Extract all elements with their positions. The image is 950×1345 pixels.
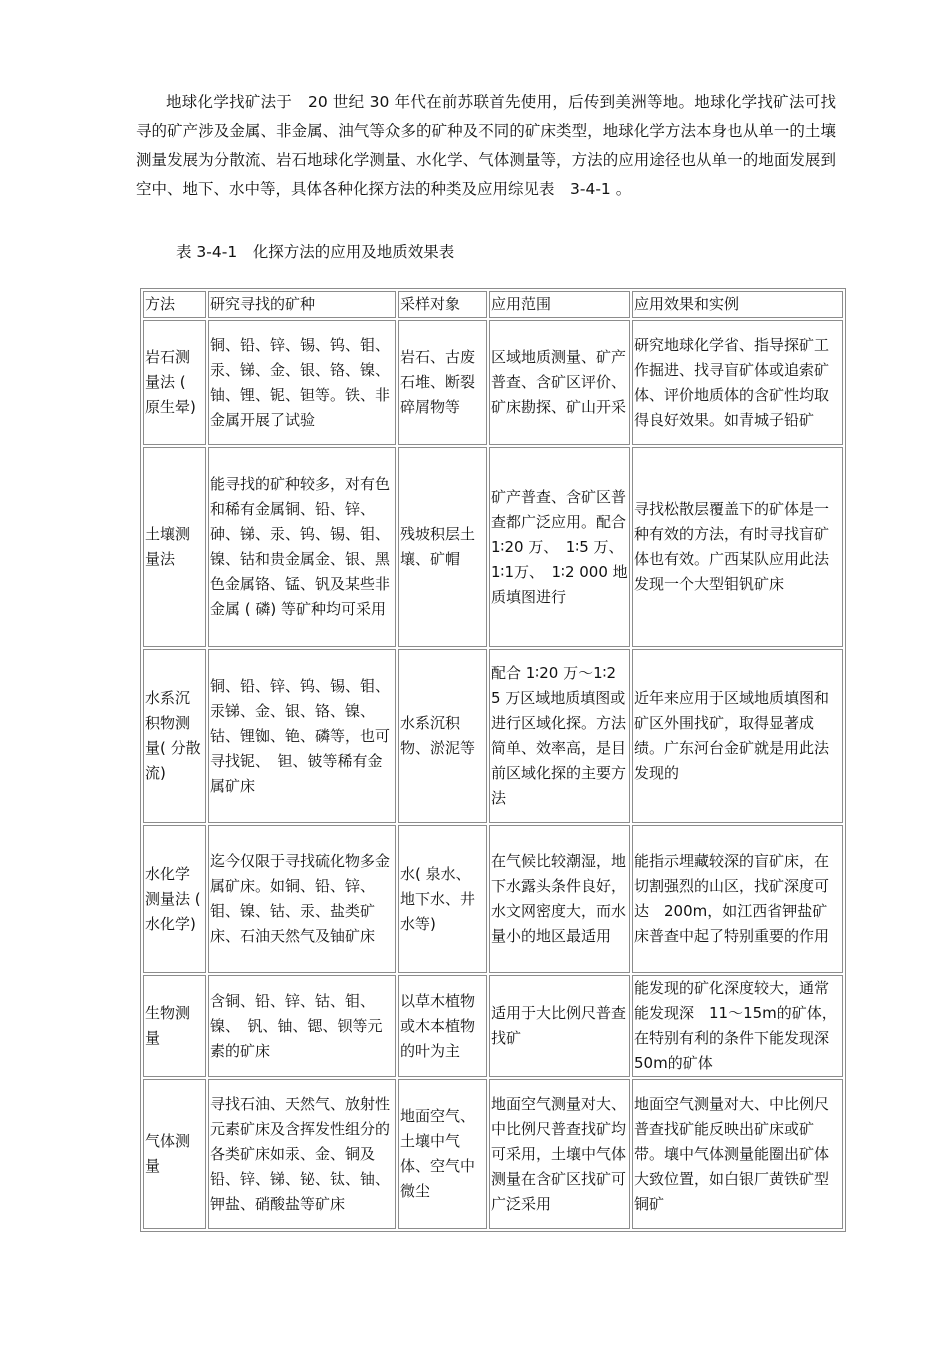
cell-minerals: 铜、铅、锌、钨、锡、钼、汞锑、金、银、铬、镍、钴、锂铷、铯、磷等，也可寻找铌、 钽、铍等稀有金属矿床 (208, 649, 396, 823)
cell-scope: 配合 1∶20 万～1∶2 5 万区域地质填图或进行区域化探。方法简单、效率高，是目前区域化探的主要方法 (489, 649, 630, 823)
cell-minerals: 能寻找的矿种较多，对有色和稀有金属铜、铅、锌、砷、锑、汞、钨、锡、钼、镍、钴和贵金属金、银、黑色金属铬、锰、钒及某些非金属 ( 磷) 等矿种均可采用 (208, 447, 396, 647)
cell-method: 生物测量 (143, 975, 206, 1077)
cell-effect: 地面空气测量对大、中比例尺普查找矿能反映出矿床或矿带。壤中气体测量能圈出矿体大致位置，如白银厂黄铁矿型铜矿 (632, 1079, 843, 1229)
cell-minerals: 迄今仅限于寻找硫化物多金属矿床。如铜、铅、锌、钼、镍、钴、汞、盐类矿床、石油天然气及铀矿床 (208, 825, 396, 973)
table-row (143, 1079, 843, 1229)
header-minerals: 研究寻找的矿种 (208, 291, 396, 318)
cell-effect: 寻找松散层覆盖下的矿体是一种有效的方法，有时寻找盲矿体也有效。广西某队应用此法发现一个大型钼钒矿床 (632, 447, 843, 647)
cell-method: 水系沉积物测量( 分散流) (143, 649, 206, 823)
table-row (143, 649, 843, 823)
cell-scope: 适用于大比例尺普查找矿 (489, 975, 630, 1077)
cell-sample: 以草木植物或木本植物的叶为主 (398, 975, 487, 1077)
cell-minerals: 含铜、铅、锌、钴、钼、镍、 钒、铀、锶、钡等元素的矿床 (208, 975, 396, 1077)
cell-minerals: 铜、铅、锌、锡、钨、钼、汞、锑、金、银、铬、镍、铀、锂、铌、钽等。铁、非金属开展了试验 (208, 320, 396, 445)
cell-minerals: 寻找石油、天然气、放射性元素矿床及含挥发性组分的各类矿床如汞、金、铜及铅、锌、锑、铋、钛、铀、钾盐、硝酸盐等矿床 (208, 1079, 396, 1229)
table-row (143, 975, 843, 1077)
cell-scope: 区域地质测量、矿产普查、含矿区评价、矿床勘探、矿山开采 (489, 320, 630, 445)
cell-sample: 地面空气、土壤中气体、空气中微尘 (398, 1079, 487, 1229)
table-row (143, 825, 843, 973)
cell-scope: 在气候比较潮湿，地下水露头条件良好，水文网密度大，而水量小的地区最适用 (489, 825, 630, 973)
header-method: 方法 (143, 291, 206, 318)
cell-method: 土壤测量法 (143, 447, 206, 647)
cell-sample: 水系沉积物、淤泥等 (398, 649, 487, 823)
cell-method: 水化学测量法 ( 水化学) (143, 825, 206, 973)
table-caption: 表 3-4-1 化探方法的应用及地质效果表 (176, 243, 455, 261)
cell-effect: 近年来应用于区域地质填图和矿区外围找矿，取得显著成绩。广东河台金矿就是用此法发现的 (632, 649, 843, 823)
cell-method: 气体测量 (143, 1079, 206, 1229)
intro-paragraph: 地球化学找矿法于 20 世纪 30 年代在前苏联首先使用，后传到美洲等地。地球化学找矿法可找寻的矿产涉及金属、非金属、油气等众多的矿种及不同的矿床类型，地球化学方法本身也从单一的土壤测量发展为分散流、岩石地球化学测量、水化学、气体测量等，方法的应用途径也从单一的地面发展到空中、地下、水中等，具体各种化探方法的种类及应用综见表 3-4-1 。 (136, 93, 836, 198)
table-row (143, 447, 843, 647)
cell-effect: 研究地球化学省、指导探矿工作掘进、找寻盲矿体或追索矿体、评价地质体的含矿性均取得良好效果。如青城子铅矿 (632, 320, 843, 445)
cell-effect: 能指示埋藏较深的盲矿床，在切割强烈的山区，找矿深度可达 200m，如江西省钾盐矿床普查中起了特别重要的作用 (632, 825, 843, 973)
header-sample: 采样对象 (398, 291, 487, 318)
cell-scope: 矿产普查、含矿区普查都广泛应用。配合 1∶20 万、 1∶5 万、 1∶1万、 1∶2 000 地质填图进行 (489, 447, 630, 647)
cell-sample: 水( 泉水、地下水、井水等) (398, 825, 487, 973)
header-scope: 应用范围 (489, 291, 630, 318)
cell-sample: 残坡积层土壤、矿帽 (398, 447, 487, 647)
cell-sample: 岩石、古废石堆、断裂碎屑物等 (398, 320, 487, 445)
geochem-methods-table (140, 288, 846, 1232)
cell-scope: 地面空气测量对大、中比例尺普查找矿均可采用，土壤中气体测量在含矿区找矿可广泛采用 (489, 1079, 630, 1229)
cell-effect: 能发现的矿化深度较大，通常能发现深 11～15m的矿体，在特别有利的条件下能发现深 50m的矿体 (632, 975, 843, 1077)
table-row (143, 320, 843, 445)
table-header-row (143, 291, 843, 318)
header-effect: 应用效果和实例 (632, 291, 843, 318)
cell-method: 岩石测量法 ( 原生晕) (143, 320, 206, 445)
